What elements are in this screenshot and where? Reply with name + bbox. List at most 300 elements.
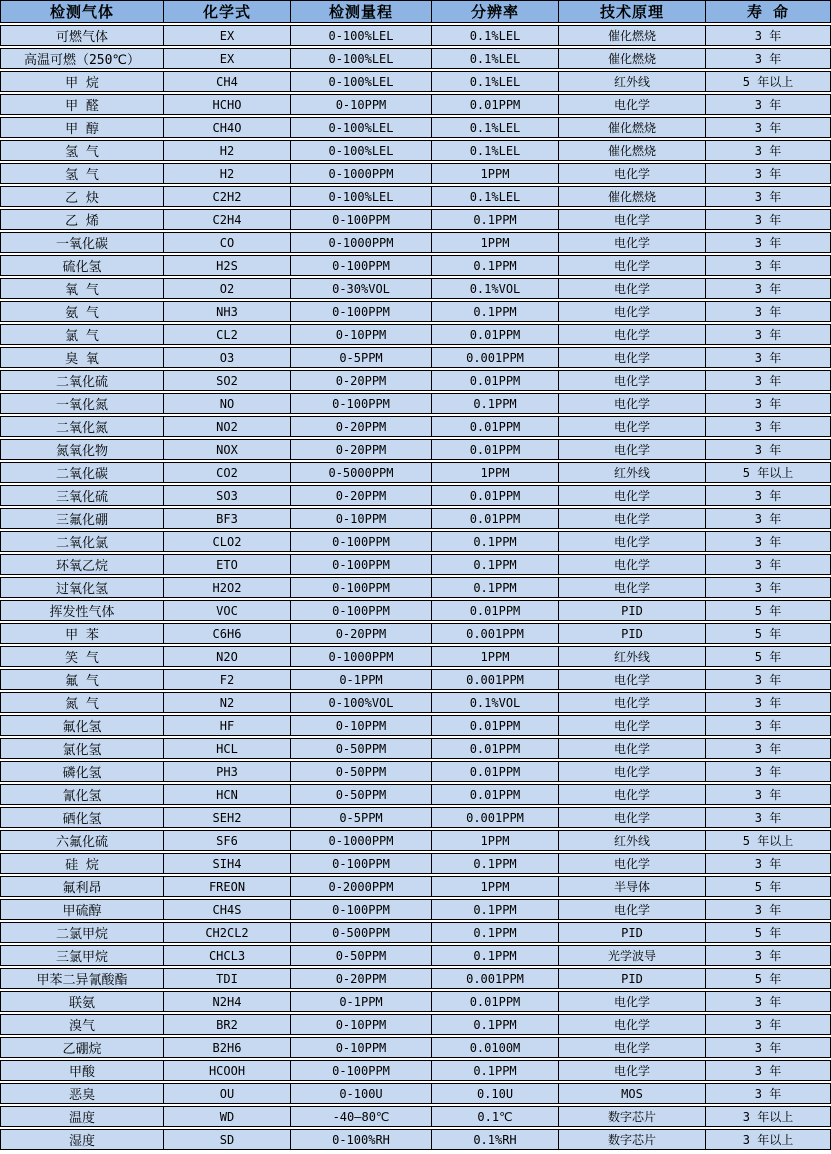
range-cell: 0-20PPM xyxy=(290,416,431,437)
resolution-cell: 0.01PPM xyxy=(431,600,558,621)
range-cell: 0-100%LEL xyxy=(290,48,431,69)
range-cell: 0-10PPM xyxy=(290,94,431,115)
lifespan-cell: 3 年 xyxy=(705,255,831,276)
range-cell: 0-100%VOL xyxy=(290,692,431,713)
resolution-cell: 0.01PPM xyxy=(431,416,558,437)
lifespan-cell: 3 年 xyxy=(705,853,831,874)
table-row xyxy=(0,1083,831,1104)
gas-name-cell: 三氟化硼 xyxy=(0,508,163,529)
formula-cell: SF6 xyxy=(163,830,290,851)
principle-cell: 催化燃烧 xyxy=(558,25,705,46)
range-cell: 0-1000PPM xyxy=(290,830,431,851)
lifespan-cell: 5 年 xyxy=(705,876,831,897)
gas-name-cell: 氯化氢 xyxy=(0,738,163,759)
range-cell: 0-50PPM xyxy=(290,761,431,782)
column-header-range: 检测量程 xyxy=(290,0,431,23)
formula-cell: ETO xyxy=(163,554,290,575)
gas-name-cell: 六氟化硫 xyxy=(0,830,163,851)
table-row xyxy=(0,140,831,161)
principle-cell: 红外线 xyxy=(558,71,705,92)
principle-cell: 电化学 xyxy=(558,1037,705,1058)
principle-cell: 电化学 xyxy=(558,232,705,253)
range-cell: 0-50PPM xyxy=(290,784,431,805)
gas-name-cell: 甲 苯 xyxy=(0,623,163,644)
table-row xyxy=(0,738,831,759)
lifespan-cell: 3 年 xyxy=(705,1083,831,1104)
formula-cell: CLO2 xyxy=(163,531,290,552)
resolution-cell: 0.1PPM xyxy=(431,554,558,575)
lifespan-cell: 3 年 xyxy=(705,531,831,552)
principle-cell: MOS xyxy=(558,1083,705,1104)
principle-cell: 电化学 xyxy=(558,94,705,115)
gas-name-cell: 笑 气 xyxy=(0,646,163,667)
formula-cell: H2O2 xyxy=(163,577,290,598)
resolution-cell: 0.1%LEL xyxy=(431,48,558,69)
range-cell: 0-20PPM xyxy=(290,968,431,989)
formula-cell: HCL xyxy=(163,738,290,759)
formula-cell: N2O xyxy=(163,646,290,667)
range-cell: 0-10PPM xyxy=(290,1014,431,1035)
principle-cell: 电化学 xyxy=(558,508,705,529)
lifespan-cell: 3 年 xyxy=(705,209,831,230)
table-row xyxy=(0,761,831,782)
range-cell: 0-100%RH xyxy=(290,1129,431,1150)
resolution-cell: 0.1PPM xyxy=(431,531,558,552)
formula-cell: NOX xyxy=(163,439,290,460)
table-header-row xyxy=(0,0,831,23)
table-row xyxy=(0,71,831,92)
table-row xyxy=(0,25,831,46)
resolution-cell: 0.01PPM xyxy=(431,508,558,529)
column-header-principle: 技术原理 xyxy=(558,0,705,23)
gas-name-cell: 氨 气 xyxy=(0,301,163,322)
range-cell: -40—80℃ xyxy=(290,1106,431,1127)
resolution-cell: 0.001PPM xyxy=(431,669,558,690)
principle-cell: 电化学 xyxy=(558,209,705,230)
gas-name-cell: 三氧化硫 xyxy=(0,485,163,506)
range-cell: 0-100PPM xyxy=(290,577,431,598)
table-row xyxy=(0,830,831,851)
resolution-cell: 1PPM xyxy=(431,876,558,897)
principle-cell: 电化学 xyxy=(558,853,705,874)
principle-cell: 电化学 xyxy=(558,278,705,299)
range-cell: 0-50PPM xyxy=(290,945,431,966)
gas-name-cell: 臭 氧 xyxy=(0,347,163,368)
lifespan-cell: 3 年 xyxy=(705,991,831,1012)
formula-cell: TDI xyxy=(163,968,290,989)
formula-cell: SEH2 xyxy=(163,807,290,828)
gas-name-cell: 二氧化碳 xyxy=(0,462,163,483)
principle-cell: 电化学 xyxy=(558,485,705,506)
gas-name-cell: 一氧化氮 xyxy=(0,393,163,414)
gas-name-cell: 挥发性气体 xyxy=(0,600,163,621)
gas-name-cell: 乙 烯 xyxy=(0,209,163,230)
resolution-cell: 1PPM xyxy=(431,462,558,483)
resolution-cell: 0.01PPM xyxy=(431,439,558,460)
lifespan-cell: 3 年 xyxy=(705,416,831,437)
gas-name-cell: 二氧化氯 xyxy=(0,531,163,552)
principle-cell: 电化学 xyxy=(558,163,705,184)
lifespan-cell: 3 年 xyxy=(705,1060,831,1081)
formula-cell: SIH4 xyxy=(163,853,290,874)
range-cell: 0-100PPM xyxy=(290,600,431,621)
table-row xyxy=(0,692,831,713)
lifespan-cell: 3 年 xyxy=(705,278,831,299)
resolution-cell: 0.1℃ xyxy=(431,1106,558,1127)
formula-cell: BF3 xyxy=(163,508,290,529)
principle-cell: 催化燃烧 xyxy=(558,140,705,161)
formula-cell: B2H6 xyxy=(163,1037,290,1058)
column-header-gas: 检测气体 xyxy=(0,0,163,23)
column-header-formula: 化学式 xyxy=(163,0,290,23)
lifespan-cell: 3 年 xyxy=(705,117,831,138)
resolution-cell: 0.1%LEL xyxy=(431,186,558,207)
resolution-cell: 0.001PPM xyxy=(431,968,558,989)
principle-cell: 电化学 xyxy=(558,1014,705,1035)
resolution-cell: 1PPM xyxy=(431,232,558,253)
formula-cell: SO3 xyxy=(163,485,290,506)
range-cell: 0-100PPM xyxy=(290,1060,431,1081)
resolution-cell: 0.1PPM xyxy=(431,945,558,966)
lifespan-cell: 3 年 xyxy=(705,232,831,253)
lifespan-cell: 3 年 xyxy=(705,140,831,161)
range-cell: 0-100PPM xyxy=(290,899,431,920)
principle-cell: PID xyxy=(558,623,705,644)
gas-name-cell: 氢 气 xyxy=(0,163,163,184)
table-row xyxy=(0,232,831,253)
formula-cell: HF xyxy=(163,715,290,736)
table-row xyxy=(0,853,831,874)
range-cell: 0-1PPM xyxy=(290,669,431,690)
lifespan-cell: 3 年 xyxy=(705,347,831,368)
formula-cell: H2S xyxy=(163,255,290,276)
principle-cell: 红外线 xyxy=(558,830,705,851)
range-cell: 0-100PPM xyxy=(290,531,431,552)
range-cell: 0-50PPM xyxy=(290,738,431,759)
principle-cell: 数字芯片 xyxy=(558,1129,705,1150)
resolution-cell: 0.1PPM xyxy=(431,922,558,943)
table-row xyxy=(0,807,831,828)
range-cell: 0-2000PPM xyxy=(290,876,431,897)
resolution-cell: 0.01PPM xyxy=(431,485,558,506)
gas-name-cell: 氟 气 xyxy=(0,669,163,690)
formula-cell: HCN xyxy=(163,784,290,805)
formula-cell: CH4O xyxy=(163,117,290,138)
range-cell: 0-500PPM xyxy=(290,922,431,943)
range-cell: 0-10PPM xyxy=(290,508,431,529)
gas-name-cell: 可燃气体 xyxy=(0,25,163,46)
table-row xyxy=(0,876,831,897)
range-cell: 0-1PPM xyxy=(290,991,431,1012)
formula-cell: C6H6 xyxy=(163,623,290,644)
formula-cell: EX xyxy=(163,48,290,69)
resolution-cell: 0.1%VOL xyxy=(431,692,558,713)
column-header-resolution: 分辨率 xyxy=(431,0,558,23)
resolution-cell: 0.01PPM xyxy=(431,324,558,345)
lifespan-cell: 5 年 xyxy=(705,646,831,667)
table-row xyxy=(0,416,831,437)
range-cell: 0-20PPM xyxy=(290,623,431,644)
principle-cell: 电化学 xyxy=(558,554,705,575)
lifespan-cell: 3 年以上 xyxy=(705,1106,831,1127)
principle-cell: 电化学 xyxy=(558,324,705,345)
gas-name-cell: 甲硫醇 xyxy=(0,899,163,920)
table-row xyxy=(0,163,831,184)
lifespan-cell: 3 年 xyxy=(705,1037,831,1058)
principle-cell: 电化学 xyxy=(558,669,705,690)
formula-cell: SO2 xyxy=(163,370,290,391)
resolution-cell: 0.001PPM xyxy=(431,623,558,644)
table-row xyxy=(0,1129,831,1150)
gas-name-cell: 硫化氢 xyxy=(0,255,163,276)
resolution-cell: 0.01PPM xyxy=(431,738,558,759)
principle-cell: PID xyxy=(558,968,705,989)
range-cell: 0-100PPM xyxy=(290,301,431,322)
range-cell: 0-30%VOL xyxy=(290,278,431,299)
formula-cell: CO2 xyxy=(163,462,290,483)
resolution-cell: 0.01PPM xyxy=(431,370,558,391)
gas-name-cell: 磷化氢 xyxy=(0,761,163,782)
gas-name-cell: 氟利昂 xyxy=(0,876,163,897)
formula-cell: O3 xyxy=(163,347,290,368)
lifespan-cell: 3 年 xyxy=(705,761,831,782)
gas-name-cell: 环氧乙烷 xyxy=(0,554,163,575)
range-cell: 0-100PPM xyxy=(290,393,431,414)
formula-cell: CH2CL2 xyxy=(163,922,290,943)
resolution-cell: 0.1PPM xyxy=(431,1014,558,1035)
principle-cell: 电化学 xyxy=(558,761,705,782)
resolution-cell: 0.1%VOL xyxy=(431,278,558,299)
lifespan-cell: 3 年 xyxy=(705,301,831,322)
lifespan-cell: 5 年 xyxy=(705,600,831,621)
lifespan-cell: 3 年 xyxy=(705,715,831,736)
table-row xyxy=(0,278,831,299)
gas-name-cell: 甲 烷 xyxy=(0,71,163,92)
principle-cell: 电化学 xyxy=(558,301,705,322)
gas-name-cell: 一氧化碳 xyxy=(0,232,163,253)
formula-cell: F2 xyxy=(163,669,290,690)
formula-cell: N2H4 xyxy=(163,991,290,1012)
lifespan-cell: 5 年以上 xyxy=(705,830,831,851)
resolution-cell: 0.01PPM xyxy=(431,94,558,115)
lifespan-cell: 5 年 xyxy=(705,922,831,943)
principle-cell: 半导体 xyxy=(558,876,705,897)
formula-cell: OU xyxy=(163,1083,290,1104)
resolution-cell: 0.001PPM xyxy=(431,347,558,368)
table-row xyxy=(0,48,831,69)
range-cell: 0-100PPM xyxy=(290,209,431,230)
lifespan-cell: 3 年 xyxy=(705,738,831,759)
principle-cell: 光学波导 xyxy=(558,945,705,966)
formula-cell: O2 xyxy=(163,278,290,299)
gas-name-cell: 硅 烷 xyxy=(0,853,163,874)
formula-cell: CHCL3 xyxy=(163,945,290,966)
gas-name-cell: 甲 醛 xyxy=(0,94,163,115)
formula-cell: HCOOH xyxy=(163,1060,290,1081)
gas-name-cell: 三氯甲烷 xyxy=(0,945,163,966)
lifespan-cell: 3 年 xyxy=(705,807,831,828)
principle-cell: 电化学 xyxy=(558,715,705,736)
resolution-cell: 0.10U xyxy=(431,1083,558,1104)
table-row xyxy=(0,554,831,575)
principle-cell: PID xyxy=(558,600,705,621)
range-cell: 0-100PPM xyxy=(290,853,431,874)
formula-cell: NO xyxy=(163,393,290,414)
resolution-cell: 0.1PPM xyxy=(431,577,558,598)
formula-cell: N2 xyxy=(163,692,290,713)
principle-cell: 数字芯片 xyxy=(558,1106,705,1127)
principle-cell: 电化学 xyxy=(558,370,705,391)
table-row xyxy=(0,945,831,966)
formula-cell: H2 xyxy=(163,140,290,161)
resolution-cell: 0.1PPM xyxy=(431,853,558,874)
formula-cell: NO2 xyxy=(163,416,290,437)
lifespan-cell: 5 年以上 xyxy=(705,462,831,483)
table-row xyxy=(0,94,831,115)
lifespan-cell: 5 年 xyxy=(705,968,831,989)
range-cell: 0-5000PPM xyxy=(290,462,431,483)
gas-name-cell: 二氯甲烷 xyxy=(0,922,163,943)
principle-cell: 催化燃烧 xyxy=(558,117,705,138)
principle-cell: 电化学 xyxy=(558,531,705,552)
formula-cell: SD xyxy=(163,1129,290,1150)
table-row xyxy=(0,209,831,230)
principle-cell: PID xyxy=(558,922,705,943)
table-row xyxy=(0,623,831,644)
resolution-cell: 0.01PPM xyxy=(431,715,558,736)
gas-name-cell: 硒化氢 xyxy=(0,807,163,828)
principle-cell: 电化学 xyxy=(558,416,705,437)
formula-cell: C2H2 xyxy=(163,186,290,207)
table-row xyxy=(0,784,831,805)
resolution-cell: 0.1PPM xyxy=(431,393,558,414)
gas-name-cell: 联氨 xyxy=(0,991,163,1012)
resolution-cell: 1PPM xyxy=(431,830,558,851)
table-row xyxy=(0,669,831,690)
formula-cell: WD xyxy=(163,1106,290,1127)
lifespan-cell: 3 年 xyxy=(705,692,831,713)
range-cell: 0-100PPM xyxy=(290,554,431,575)
table-row xyxy=(0,1060,831,1081)
table-row xyxy=(0,577,831,598)
lifespan-cell: 3 年 xyxy=(705,508,831,529)
range-cell: 0-20PPM xyxy=(290,370,431,391)
range-cell: 0-100%LEL xyxy=(290,186,431,207)
gas-name-cell: 温度 xyxy=(0,1106,163,1127)
lifespan-cell: 3 年 xyxy=(705,48,831,69)
resolution-cell: 0.0100M xyxy=(431,1037,558,1058)
lifespan-cell: 5 年以上 xyxy=(705,71,831,92)
range-cell: 0-5PPM xyxy=(290,807,431,828)
table-row xyxy=(0,1106,831,1127)
table-row xyxy=(0,1014,831,1035)
lifespan-cell: 3 年 xyxy=(705,577,831,598)
principle-cell: 电化学 xyxy=(558,577,705,598)
table-row xyxy=(0,485,831,506)
resolution-cell: 0.1%LEL xyxy=(431,117,558,138)
lifespan-cell: 3 年 xyxy=(705,186,831,207)
formula-cell: HCHO xyxy=(163,94,290,115)
gas-name-cell: 甲苯二异氰酸酯 xyxy=(0,968,163,989)
table-row xyxy=(0,508,831,529)
principle-cell: 电化学 xyxy=(558,439,705,460)
table-row xyxy=(0,439,831,460)
gas-name-cell: 溴气 xyxy=(0,1014,163,1035)
range-cell: 0-100%LEL xyxy=(290,71,431,92)
formula-cell: CL2 xyxy=(163,324,290,345)
lifespan-cell: 3 年 xyxy=(705,554,831,575)
formula-cell: CH4S xyxy=(163,899,290,920)
lifespan-cell: 3 年 xyxy=(705,945,831,966)
principle-cell: 红外线 xyxy=(558,462,705,483)
lifespan-cell: 3 年 xyxy=(705,324,831,345)
lifespan-cell: 3 年以上 xyxy=(705,1129,831,1150)
gas-name-cell: 氮 气 xyxy=(0,692,163,713)
resolution-cell: 0.01PPM xyxy=(431,784,558,805)
gas-name-cell: 二氧化硫 xyxy=(0,370,163,391)
resolution-cell: 0.1PPM xyxy=(431,1060,558,1081)
lifespan-cell: 3 年 xyxy=(705,669,831,690)
range-cell: 0-10PPM xyxy=(290,324,431,345)
table-row xyxy=(0,324,831,345)
table-row xyxy=(0,186,831,207)
range-cell: 0-10PPM xyxy=(290,715,431,736)
principle-cell: 电化学 xyxy=(558,738,705,759)
table-row xyxy=(0,393,831,414)
table-row xyxy=(0,646,831,667)
column-header-lifespan: 寿 命 xyxy=(705,0,831,23)
table-row xyxy=(0,922,831,943)
principle-cell: 红外线 xyxy=(558,646,705,667)
lifespan-cell: 3 年 xyxy=(705,94,831,115)
gas-name-cell: 氧 气 xyxy=(0,278,163,299)
formula-cell: EX xyxy=(163,25,290,46)
formula-cell: FREON xyxy=(163,876,290,897)
resolution-cell: 0.1PPM xyxy=(431,209,558,230)
range-cell: 0-1000PPM xyxy=(290,646,431,667)
resolution-cell: 0.1PPM xyxy=(431,255,558,276)
resolution-cell: 0.01PPM xyxy=(431,991,558,1012)
formula-cell: C2H4 xyxy=(163,209,290,230)
lifespan-cell: 3 年 xyxy=(705,393,831,414)
table-row xyxy=(0,968,831,989)
range-cell: 0-20PPM xyxy=(290,439,431,460)
gas-name-cell: 二氧化氮 xyxy=(0,416,163,437)
lifespan-cell: 3 年 xyxy=(705,485,831,506)
principle-cell: 催化燃烧 xyxy=(558,186,705,207)
gas-name-cell: 氟化氢 xyxy=(0,715,163,736)
formula-cell: H2 xyxy=(163,163,290,184)
principle-cell: 电化学 xyxy=(558,692,705,713)
resolution-cell: 1PPM xyxy=(431,163,558,184)
range-cell: 0-100PPM xyxy=(290,255,431,276)
formula-cell: BR2 xyxy=(163,1014,290,1035)
table-row xyxy=(0,347,831,368)
table-row xyxy=(0,370,831,391)
range-cell: 0-100%LEL xyxy=(290,140,431,161)
principle-cell: 电化学 xyxy=(558,255,705,276)
lifespan-cell: 5 年 xyxy=(705,623,831,644)
resolution-cell: 0.1PPM xyxy=(431,301,558,322)
resolution-cell: 0.01PPM xyxy=(431,761,558,782)
resolution-cell: 1PPM xyxy=(431,646,558,667)
range-cell: 0-20PPM xyxy=(290,485,431,506)
table-row xyxy=(0,1037,831,1058)
resolution-cell: 0.1PPM xyxy=(431,899,558,920)
range-cell: 0-100%LEL xyxy=(290,117,431,138)
gas-name-cell: 恶臭 xyxy=(0,1083,163,1104)
range-cell: 0-10PPM xyxy=(290,1037,431,1058)
